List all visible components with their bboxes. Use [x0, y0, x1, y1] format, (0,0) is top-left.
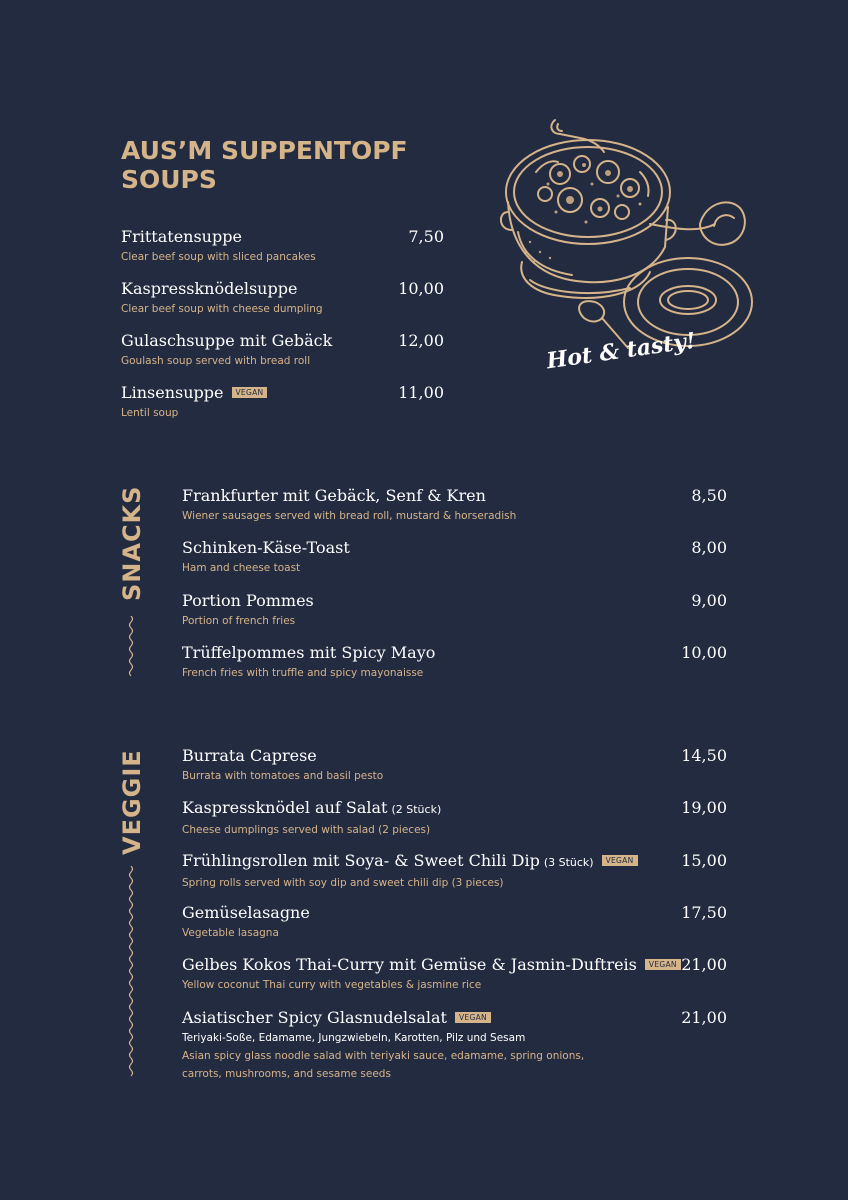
- wave-divider-icon: [126, 616, 136, 678]
- soup-pot-illustration: [500, 112, 760, 392]
- item-price: 9,00: [691, 591, 727, 610]
- item-price: 17,50: [681, 903, 727, 922]
- item-price: 10,00: [398, 279, 444, 298]
- item-description: Vegetable lasagna: [182, 927, 279, 939]
- item-description: Clear beef soup with cheese dumpling: [121, 303, 323, 315]
- snack-item: [182, 485, 516, 525]
- item-name: Gelbes Kokos Thai-Curry mit Gemüse & Jasmin-Duftreis: [182, 955, 637, 974]
- item-price: 11,00: [398, 383, 444, 402]
- item-price: 21,00: [681, 1008, 727, 1027]
- veggie-section-label: VEGGIE: [118, 749, 146, 855]
- veggie-item: [182, 902, 310, 942]
- item-quantity: (3 Stück): [543, 856, 594, 869]
- item-description: Lentil soup: [121, 407, 179, 419]
- item-description: Wiener sausages served with bread roll, mustard & horseradish: [182, 510, 517, 522]
- veggie-item: [182, 745, 383, 785]
- item-name: Burrata Caprese: [182, 746, 317, 765]
- item-description: Spring rolls served with soy dip and sweet chili dip (3 pieces): [182, 877, 504, 889]
- item-name: Schinken-Käse-Toast: [182, 538, 350, 557]
- item-name: Kaspressknödel auf Salat: [182, 798, 388, 817]
- veggie-item: [182, 954, 681, 994]
- soup-item: [121, 382, 267, 422]
- item-description: Burrata with tomatoes and basil pesto: [182, 770, 384, 782]
- item-description: Clear beef soup with sliced pancakes: [121, 251, 316, 263]
- item-name: Linsensuppe: [121, 383, 224, 402]
- snack-item: [182, 590, 314, 630]
- soup-item: [121, 226, 316, 266]
- soup-item: [121, 278, 323, 318]
- item-name: Trüffelpommes mit Spicy Mayo: [182, 643, 436, 662]
- item-name: Portion Pommes: [182, 591, 314, 610]
- item-description: Goulash soup served with bread roll: [121, 355, 311, 367]
- item-price: 8,50: [691, 486, 727, 505]
- item-name: Frankfurter mit Gebäck, Senf & Kren: [182, 486, 486, 505]
- item-name: Gemüselasagne: [182, 903, 310, 922]
- item-price: 15,00: [681, 851, 727, 870]
- item-description: Asian spicy glass noodle salad with teriyaki sauce, edamame, spring onions,: [182, 1050, 585, 1062]
- item-subtitle: Teriyaki-Soße, Edamame, Jungzwiebeln, Karotten, Pilz und Sesam: [182, 1032, 526, 1044]
- vegan-badge: VEGAN: [645, 959, 681, 970]
- veggie-item: [182, 797, 441, 839]
- soups-heading: [121, 136, 408, 194]
- item-price: 19,00: [681, 798, 727, 817]
- item-name: Gulaschsuppe mit Gebäck: [121, 331, 333, 350]
- vegan-badge: VEGAN: [455, 1012, 491, 1023]
- hot-tasty-caption: Hot & tasty!: [544, 327, 698, 375]
- item-price: 14,50: [681, 746, 727, 765]
- item-description: Ham and cheese toast: [182, 562, 301, 574]
- veggie-item: [182, 1007, 584, 1083]
- vegan-badge: VEGAN: [232, 387, 268, 398]
- soup-item: [121, 330, 332, 370]
- item-quantity: (2 Stück): [391, 803, 442, 816]
- snack-item: [182, 537, 350, 577]
- snacks-section-label: SNACKS: [118, 485, 146, 601]
- item-price: 7,50: [408, 227, 444, 246]
- item-price: 21,00: [681, 955, 727, 974]
- item-description: Yellow coconut Thai curry with vegetables & jasmine rice: [182, 979, 482, 991]
- veggie-item: [182, 850, 638, 892]
- item-description: Cheese dumplings served with salad (2 pieces): [182, 824, 431, 836]
- snack-item: [182, 642, 435, 682]
- item-description-cont: carrots, mushrooms, and sesame seeds: [182, 1068, 391, 1080]
- soups-title-line2: SOUPS: [121, 165, 217, 194]
- item-description: French fries with truffle and spicy mayonaisse: [182, 667, 424, 679]
- item-description: Portion of french fries: [182, 615, 296, 627]
- wave-divider-icon: [126, 866, 136, 1080]
- item-name: Frittatensuppe: [121, 227, 242, 246]
- item-price: 10,00: [681, 643, 727, 662]
- item-price: 8,00: [691, 538, 727, 557]
- item-price: 12,00: [398, 331, 444, 350]
- item-name: Kaspressknödelsuppe: [121, 279, 298, 298]
- soups-title-line1: AUS’M SUPPENTOPF: [121, 136, 408, 165]
- item-name: Frühlingsrollen mit Soya- & Sweet Chili Dip: [182, 851, 540, 870]
- item-name: Asiatischer Spicy Glasnudelsalat: [182, 1008, 447, 1027]
- vegan-badge: VEGAN: [602, 855, 638, 866]
